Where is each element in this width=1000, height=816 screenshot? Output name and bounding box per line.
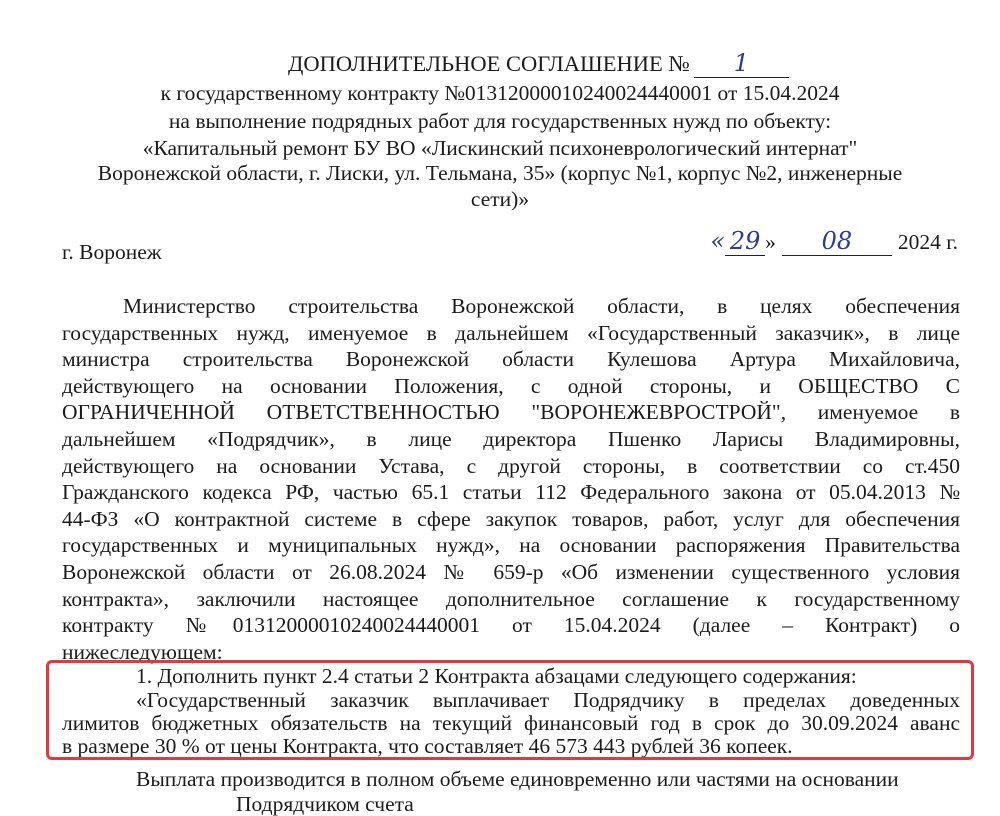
agreement-number-handwritten: 1 — [733, 49, 749, 77]
paragraph-line: дальнейшем «Подрядчик», в лице директора Пшенко Ларисы Владимировны, — [62, 427, 960, 451]
paragraph-line: действующего на основании Устава, с другой стороны, в соответствии со ст.450 — [62, 453, 960, 478]
day-slot — [725, 228, 765, 256]
agreement-number-slot — [694, 50, 789, 78]
paragraph-line: государственных и муниципальных нужд», на основании распоряжения Правительства — [62, 533, 960, 558]
paragraph-line: государственных нужд, именуемое в дальнейшем «Государственный заказчик», в лице — [62, 320, 960, 345]
payment-line: Выплата производится в полном объеме единовременно или частями на основании — [136, 767, 899, 791]
object-name-line2: Воронежской области, г. Лиски, ул. Тельмана, 35» (корпус №1, корпус №2, инженерные — [97, 161, 903, 185]
paragraph-line: министра строительства Воронежской области Кулешова Артура Михайловича, — [62, 347, 960, 372]
contract-reference: к государственному контракту №0131200001024002444000​1 от 15.04.2024 — [160, 81, 840, 105]
agreement-title — [288, 50, 789, 78]
paragraph-line: контракту №0131200001024002444000​1 от 15.04.2024 (далее – Контракт) о — [62, 613, 960, 638]
paragraph-line: Министерство строительства Воронежской области, в целях обеспечения — [123, 294, 960, 318]
paragraph-line: Гражданского кодекса РФ, частью 65.1 статьи 112 Федерального закона от 05.04.2013 № — [62, 480, 960, 505]
paragraph-line: ОГРАНИЧЕННОЙ ОТВЕТСТВЕННОСТЬЮ "ВОРОНЕЖЕВРОСТРОЙ", именуемое в — [62, 400, 960, 425]
paragraph-line: контракта», заключили настоящее дополнительное соглашение к государственному — [62, 586, 960, 611]
object-name-line3: сети)» — [470, 187, 530, 211]
paragraph-line: Воронежской области от 26.08.2024 № 659-р «Об изменении существенного условия — [62, 560, 960, 584]
day-handwritten: 29 — [729, 227, 761, 255]
quote-line: лимитов бюджетных обязательств на текущий финансовый год в срок до 30.09.2024 аванс — [62, 711, 960, 735]
cut-off-line: Подрядчиком счета — [236, 792, 414, 816]
document-date — [710, 228, 958, 256]
quote-line: «Государственный заказчик выплачивает Подрядчику в пределах доведенных — [136, 688, 960, 712]
work-description: на выполнение подрядных работ для государственных нужд по объекту: — [168, 109, 832, 133]
item-1: 1. Дополнить пункт 2.4 статьи 2 Контракта абзацами следующего содержания: — [136, 664, 857, 688]
paragraph-line: действующего на основании Положения, с одной стороны, и ОБЩЕСТВО С — [62, 373, 960, 398]
object-name-line1: «Капитальный ремонт БУ ВО «Лискинский психоневрологический интернат" — [142, 136, 858, 160]
paragraph-line: 44-ФЗ «О контрактной системе в сфере закупок товаров, работ, услуг для обеспечения — [62, 506, 960, 531]
preamble-last-line: нижеследующем: — [62, 640, 223, 664]
open-quote: « — [710, 227, 726, 255]
month-handwritten: 08 — [821, 227, 853, 255]
year: 2024 г. — [897, 230, 958, 254]
month-slot — [782, 228, 892, 256]
close-quote: » — [765, 230, 776, 254]
quoted-clause-last-line: в размере 30 % от цены Контракта, что составляет 46 573 443 рублей 36 копеек. — [62, 734, 793, 758]
highlight-box — [46, 660, 974, 760]
city: г. Воронеж — [62, 240, 162, 264]
agreement-title-text: ДОПОЛНИТЕЛЬНОЕ СОГЛАШЕНИЕ № — [288, 51, 690, 76]
